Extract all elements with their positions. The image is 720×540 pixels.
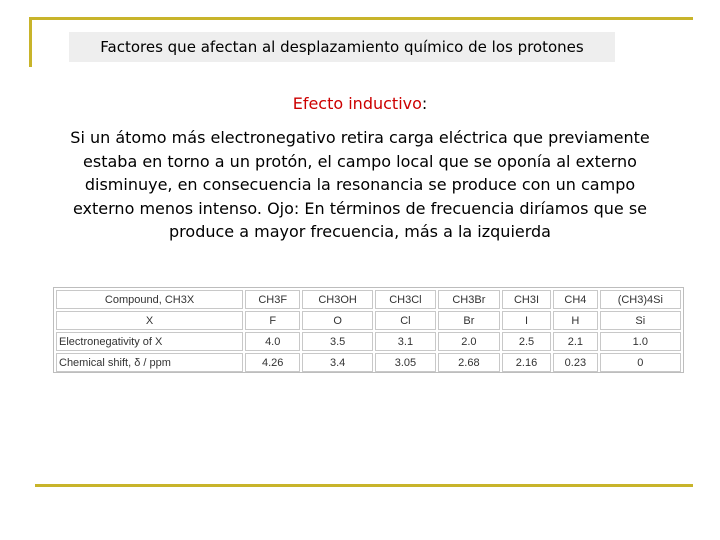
slide-title-text: Factores que afectan al desplazamiento químico de los protones: [100, 38, 584, 56]
table-cell: 1.0: [600, 332, 681, 351]
table-row-label: Chemical shift, δ / ppm: [56, 353, 243, 372]
table-header-cell: CH3OH: [302, 290, 373, 309]
table-cell: Br: [438, 311, 500, 330]
table-cell: O: [302, 311, 373, 330]
bottom-rule: [35, 484, 693, 487]
table-header-cell: CH3F: [245, 290, 300, 309]
section-heading-suffix: :: [421, 94, 428, 113]
table-row: [56, 311, 681, 330]
table-cell: 3.4: [302, 353, 373, 372]
table-cell: I: [502, 311, 551, 330]
table-header-label: Compound, CH3X: [56, 290, 243, 309]
slide-title: [69, 32, 615, 62]
section-heading: [0, 94, 720, 113]
table-row: [56, 332, 681, 351]
table-cell: 4.0: [245, 332, 300, 351]
table-header-row: [56, 290, 681, 309]
body-paragraph: Si un átomo más electronegativo retira carga eléctrica que previamente estaba en torno a un protón, el campo local que se oponía al externo disminuye, en consecuencia la resonancia se produce con un campo externo menos intenso. Ojo: En términos de frecuencia diríamos que se produce a mayor frecuencia, más a la izquierda: [70, 128, 650, 241]
table-row: [56, 353, 681, 372]
table-cell: 2.5: [502, 332, 551, 351]
table-header-cell: (CH3)4Si: [600, 290, 681, 309]
table-cell: 3.1: [375, 332, 436, 351]
table-cell: 2.16: [502, 353, 551, 372]
table-cell: 3.5: [302, 332, 373, 351]
table-cell: 2.68: [438, 353, 500, 372]
table-cell: 4.26: [245, 353, 300, 372]
section-heading-label: Efecto inductivo: [292, 94, 422, 113]
table-cell: Si: [600, 311, 681, 330]
table-header-cell: CH3I: [502, 290, 551, 309]
table-cell: 0: [600, 353, 681, 372]
table-header-cell: CH3Cl: [375, 290, 436, 309]
table-header-cell: CH3Br: [438, 290, 500, 309]
table-cell: Cl: [375, 311, 436, 330]
table-cell: 0.23: [553, 353, 597, 372]
left-rule: [29, 17, 32, 67]
table-cell: H: [553, 311, 597, 330]
chemical-shift-table: [53, 287, 684, 373]
table-cell: 2.1: [553, 332, 597, 351]
table-cell: 3.05: [375, 353, 436, 372]
top-rule: [29, 17, 693, 20]
table-cell: 2.0: [438, 332, 500, 351]
table-row-label: X: [56, 311, 243, 330]
table-header-cell: CH4: [553, 290, 597, 309]
table-cell: F: [245, 311, 300, 330]
table-row-label: Electronegativity of X: [56, 332, 243, 351]
